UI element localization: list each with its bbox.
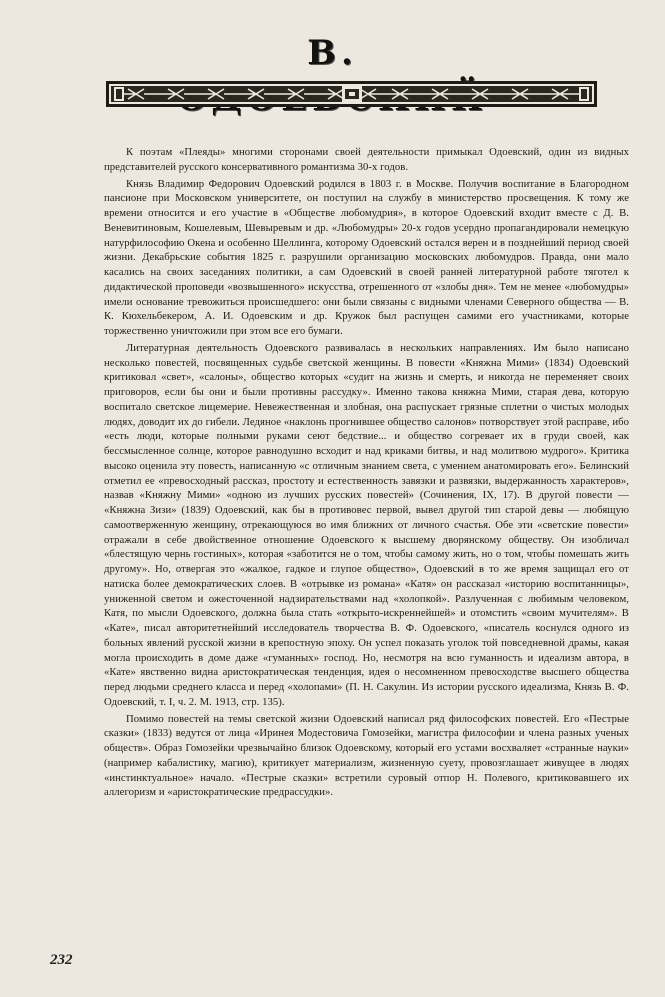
chapter-title-text: В. — [307, 33, 358, 73]
page-number: 232 — [50, 952, 73, 968]
paragraph-philosophical-tales: Помимо повестей на темы светской жизни Одоевский написал ряд философских повестей. Его «Пестрые сказки» (1833) ведутся от лица «Иринея Модестовича Гомозейки, магистра философии и члена разных ученых обществ». Образ Гомозейки чрезвычайно близок Одоевскому, который его устами восхваляет «странные науки» (например кабалистику, магию), критикует материализм, жизненную суету, провозглашает живущее в людях «инстинктуальное» начало. «Пестрые сказки» встретили суровый отпор Н. Полевого, критиковавшего их аллегоризм и «аристократические предрассудки». — [104, 712, 629, 799]
decorative-ornament-band — [106, 80, 597, 108]
article-body — [104, 145, 629, 800]
chapter-title — [150, 30, 515, 76]
paragraph-intro: К поэтам «Плеяды» многими сторонами своей деятельности примыкал Одоевский, один из видных представителей русского консервативного романтизма 30-х годов. — [104, 146, 629, 173]
paragraph-literary-activity: Литературная деятельность Одоевского развивалась в нескольких направлениях. Им было написано несколько повестей, посвященных судьбе светской женщины. В повести «Княжна Мими» (1834) Одоевский критиковал «свет», «салоны», общество которых «судит на жизнь и смерть, и никогда не переменяет своих приговоров, если бы они и были противны рассудку». Именно такова княжна Мими, старая дева, которую воспитало светское лицемерие. Невежественная и злобная, она распускает грязные сплетни о чистых молодых людях, доводит их до гибели. Ледяное «наклонь прогнившее общество салонов» потворствует этой расправе, ибо «есть люди, которые полными руками сеют бедствие... и общество согревает их в груди своей, как бессмысленное солнце, которое равнодушно всходит и над криками битвы, и над молитвою мудрого». Критика высоко оценила эту повесть, написанную «с отличным знанием света, с умением анатомировать его». Белинский отметил ее «превосходный рассказ, простоту и естественность завязки и развязки, выдержанность характеров», назвав «Княжну Мими» «одною из лучших русских повестей» (Сочинения, IX, 17). В другой повести — «Княжна Зизи» (1839) Одоевский, как бы в противовес первой, вывел другой тип старой девы — любящую самоотверженную женщину, отрекающуюся во имя ближних от личного счастья. Обе эти «светские повести» отражали в себе двойственное отношение Одоевского к высшему дворянскому обществу. Он изобличал «блестящую чернь гостиных», которая «заботится не о том, чтобы самому жить, но о том, чтобы помешать жить другому». Но, отвергая это «жалкое, гадкое и глупое общество», Одоевский в то же время защищал его от натиска более демократических слоев. В «отрывке из романа» «Катя» он рассказал «историю воспитанницы», униженной светом и ожесточенной надзирательствами над «холопкой». Разлученная с любимым человеком, Катя, по мысли Одоевского, должна была стать «открыто-искреннейшей» и отомстить «своим мучителям». В «Кате», писал авторитетнейший исследователь творчества В. Ф. Одоевского, «писатель коснулся одного из больных явлений русской жизни в крепостную эпоху. Он успел показать уголок той повседневной драмы, какая могла происходить в доме даже «гуманных» господ. Но, несмотря на всю гуманность и идеализм автора, в «Кате» явственно видна аристократическая тенденция, идея о несомненном превосходстве высшего общества перед людьми среднего класса и перед «холопами» (П. Н. Сакулин. Из истории русского идеализма, Князь В. Ф. Одоевский, т. I, ч. 2. М. 1913, стр. 135). — [104, 341, 629, 708]
paragraph-biography: Князь Владимир Федорович Одоевский родился в 1803 г. в Москве. Получив воспитание в Благородном пансионе при Московском университете, он поступил на службу в министерство просвещения. К тому же времени относится и его участие в «Обществе любомудрия», в которое Одоевский входит вместе с Д. В. Веневитиновым, Кошелевым, Шевыревым и др. «Любомудры» 20-х годов усердно пропагандировали немецкую натурфилософию Окена и особенно Шеллинга, которому Одоевский остался верен и в позднейший период своей жизни. Декабрьские события 1825 г. разрушили организацию московских любомудров. Правда, они мало касались на своих заседаниях политики, а сам Одоевский в своей ранней литературной работе тяготел к дидактической проповеди «возвышенного» искусства, отрешенного от «злобы дня». Тем не менее «любомудры» имели основание тревожиться происшедшего: они были связаны с видными членами Северного общества — В. К. Кюхельбекером, А. И. Одоевским и др. Кружок был распущен самими его участниками, которые торжественно уничтожили при этом все его бумаги. — [104, 177, 629, 337]
